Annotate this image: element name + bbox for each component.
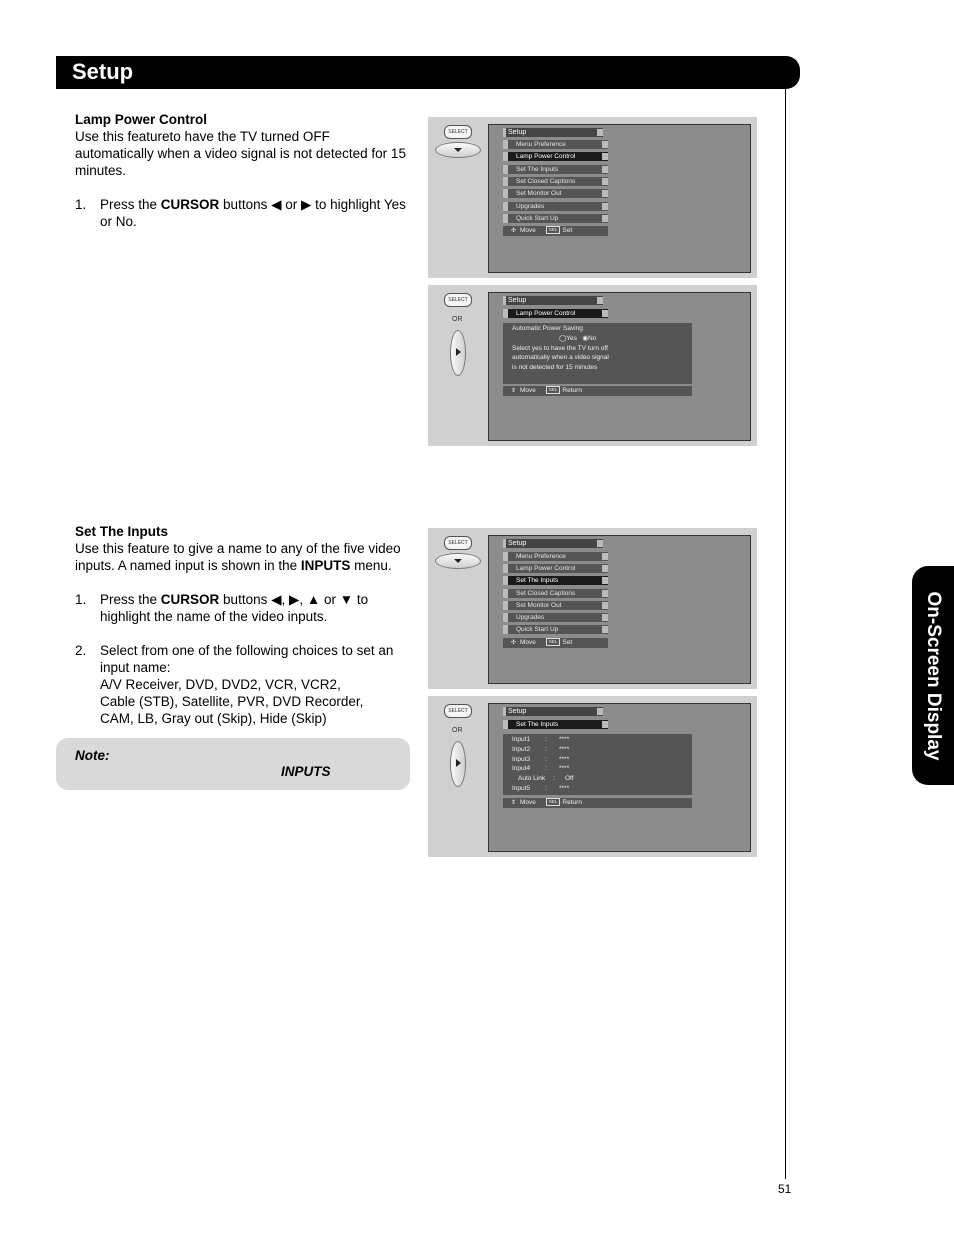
inputs-list-box: [503, 734, 692, 795]
option-label: Automatic Power Saving: [512, 325, 583, 332]
header-bar: [56, 56, 800, 89]
step-text: [100, 591, 410, 625]
footer-return: Return: [562, 799, 582, 806]
choices-line-3: CAM, LB, Gray out (Skip), Hide (Skip): [100, 711, 327, 726]
move-arrows-icon: ⇕: [511, 800, 517, 806]
remote-graphic: [428, 528, 488, 689]
input-sep: :: [545, 755, 547, 763]
lamp-option-box: [503, 323, 692, 384]
screenshot-panel-lamp-sub: [428, 285, 757, 446]
remote-graphic: [428, 696, 488, 857]
osd-footer: [503, 226, 608, 236]
sel-icon: SEL: [546, 226, 561, 234]
input-value: ****: [559, 745, 570, 753]
or-label: OR: [452, 727, 463, 734]
cursor-down-button[interactable]: [435, 553, 481, 569]
inputs-body-post: menu.: [350, 558, 392, 573]
input-name: Input4: [512, 765, 531, 773]
input-row[interactable]: [512, 735, 683, 745]
move-arrows-icon: ⇕: [511, 388, 517, 394]
step-text-bold: CURSOR: [160, 197, 220, 212]
help-line-3: is not detected for 15 minutes: [512, 364, 598, 372]
osd-title: Setup: [503, 539, 603, 548]
menu-item[interactable]: Lamp Power Control: [503, 564, 608, 573]
page-title: Setup: [72, 59, 134, 84]
note-box: [56, 738, 410, 790]
menu-item[interactable]: Upgrades: [503, 613, 608, 622]
menu-item[interactable]: Set The Inputs: [503, 576, 608, 585]
osd-title: Setup: [503, 707, 603, 716]
input-name: Input3: [512, 755, 531, 763]
osd-footer: [503, 638, 608, 648]
sel-icon: SEL: [546, 638, 561, 646]
step-text: [100, 196, 410, 230]
input-sep: :: [545, 736, 547, 743]
menu-item[interactable]: Set Closed Captions: [503, 589, 608, 598]
input-name: Auto Link: [518, 775, 546, 783]
input-name: Input1: [512, 736, 531, 743]
cursor-right-button[interactable]: [450, 330, 466, 376]
side-tab-label: On-Screen Display: [923, 591, 944, 760]
menu-item[interactable]: Quick Start Up: [503, 625, 608, 634]
inputs-body: [75, 540, 410, 574]
inputs-body-bold: INPUTS: [300, 558, 351, 573]
step-number: 1.: [75, 197, 87, 212]
yes-no-options: [512, 334, 683, 344]
step-text-intro: Select from one of the following choices to set an input name:: [100, 643, 394, 675]
note-label: Note:: [75, 748, 110, 763]
tv-screen: [488, 124, 751, 273]
remote-graphic: [428, 285, 488, 446]
step-number: 1.: [75, 592, 87, 607]
input-name: Input5: [512, 784, 531, 792]
submenu-title: Lamp Power Control: [503, 309, 608, 318]
note-inputs: INPUTS: [281, 764, 331, 779]
input-sep: :: [553, 775, 555, 783]
or-label: OR: [452, 316, 463, 323]
footer-set: Set: [562, 227, 573, 234]
auto-link-row[interactable]: [512, 774, 683, 784]
menu-item[interactable]: Quick Start Up: [503, 214, 608, 223]
page-number: 51: [778, 1182, 792, 1196]
step-text-post: buttons ◀ or ▶ to highlight Yes or No.: [100, 197, 406, 229]
input-name: Input2: [512, 745, 531, 753]
screenshot-panel-inputs-menu: [428, 528, 757, 689]
submenu-title: Set The Inputs: [503, 720, 608, 729]
choices-line-2: Cable (STB), Satellite, PVR, DVD Recorder,: [100, 694, 364, 709]
select-button[interactable]: SELECT: [444, 704, 472, 718]
step-number: 2.: [75, 643, 87, 658]
inputs-heading: Set The Inputs: [75, 524, 169, 539]
help-line-2: automatically when a video signal: [512, 354, 609, 362]
screenshot-panel-inputs-sub: [428, 696, 757, 857]
move-arrows-icon: ✣: [511, 228, 517, 234]
input-value: Off: [565, 775, 574, 783]
option-no[interactable]: No: [587, 334, 597, 342]
menu-item[interactable]: Lamp Power Control: [503, 152, 608, 161]
lamp-body: Use this featureto have the TV turned OFF automatically when a video signal is not detected for 15 minutes.: [75, 129, 406, 178]
divider-line: [785, 89, 786, 1179]
move-arrows-icon: ✣: [511, 640, 517, 646]
tv-screen: [488, 535, 751, 684]
input-value: ****: [559, 736, 570, 743]
menu-item[interactable]: Menu Preference: [503, 552, 608, 561]
inputs-section: [75, 523, 410, 727]
lamp-step-1: [75, 196, 410, 230]
tv-screen: [488, 703, 751, 852]
osd-footer: [503, 386, 692, 396]
footer-return: Return: [562, 387, 582, 394]
footer-move: Move: [520, 227, 536, 234]
footer-move: Move: [520, 387, 536, 394]
cursor-down-button[interactable]: [435, 142, 481, 158]
footer-move: Move: [520, 639, 536, 646]
input-sep: :: [545, 784, 547, 792]
screenshot-panel-lamp-menu: [428, 117, 757, 278]
cursor-right-button[interactable]: [450, 741, 466, 787]
input-row[interactable]: [512, 784, 683, 794]
inputs-body-pre: Use this feature to give a name to any of the five video inputs. A named input is shown in the: [75, 541, 401, 573]
osd-title: Setup: [503, 128, 603, 137]
sel-icon: SEL: [546, 798, 561, 806]
menu-item[interactable]: Set The Inputs: [503, 165, 608, 174]
input-row[interactable]: [512, 755, 683, 765]
input-sep: :: [545, 765, 547, 773]
menu-item[interactable]: Set Monitor Out: [503, 601, 608, 610]
menu-item[interactable]: Set Monitor Out: [503, 189, 608, 198]
select-button[interactable]: SELECT: [444, 536, 472, 550]
inputs-step-1: [75, 591, 410, 625]
step-text: [100, 642, 410, 727]
tv-screen: [488, 292, 751, 441]
step-text-pre: Press the: [100, 592, 161, 607]
radio-yes-icon[interactable]: ◯: [559, 334, 567, 342]
sel-icon: SEL: [546, 386, 561, 394]
input-value: ****: [559, 784, 570, 792]
osd-footer: [503, 798, 692, 808]
side-tab: [912, 566, 954, 785]
select-button[interactable]: SELECT: [444, 125, 472, 139]
help-line-1: Select yes to have the TV turn off: [512, 344, 608, 352]
remote-graphic: [428, 117, 488, 278]
input-value: ****: [559, 765, 570, 773]
osd-title: Setup: [503, 296, 603, 305]
footer-set: Set: [562, 639, 573, 646]
lamp-heading: Lamp Power Control: [75, 112, 208, 127]
input-row[interactable]: [512, 745, 683, 755]
select-button[interactable]: SELECT: [444, 293, 472, 307]
footer-move: Move: [520, 799, 536, 806]
option-yes[interactable]: Yes: [566, 334, 577, 342]
lamp-section: [75, 111, 410, 230]
step-text-bold: CURSOR: [160, 592, 220, 607]
input-value: ****: [559, 755, 570, 763]
input-row[interactable]: [512, 764, 683, 774]
choices-line-1: A/V Receiver, DVD, DVD2, VCR, VCR2,: [100, 677, 341, 692]
inputs-step-2: [75, 642, 410, 727]
menu-item[interactable]: Set Closed Captions: [503, 177, 608, 186]
menu-item[interactable]: Menu Preference: [503, 140, 608, 149]
step-text-post: buttons ◀, ▶, ▲ or ▼ to highlight the name of the video inputs.: [100, 592, 369, 624]
radio-no-icon[interactable]: ◉: [582, 334, 588, 342]
input-sep: :: [545, 745, 547, 753]
step-text-pre: Press the: [100, 197, 161, 212]
menu-item[interactable]: Upgrades: [503, 202, 608, 211]
